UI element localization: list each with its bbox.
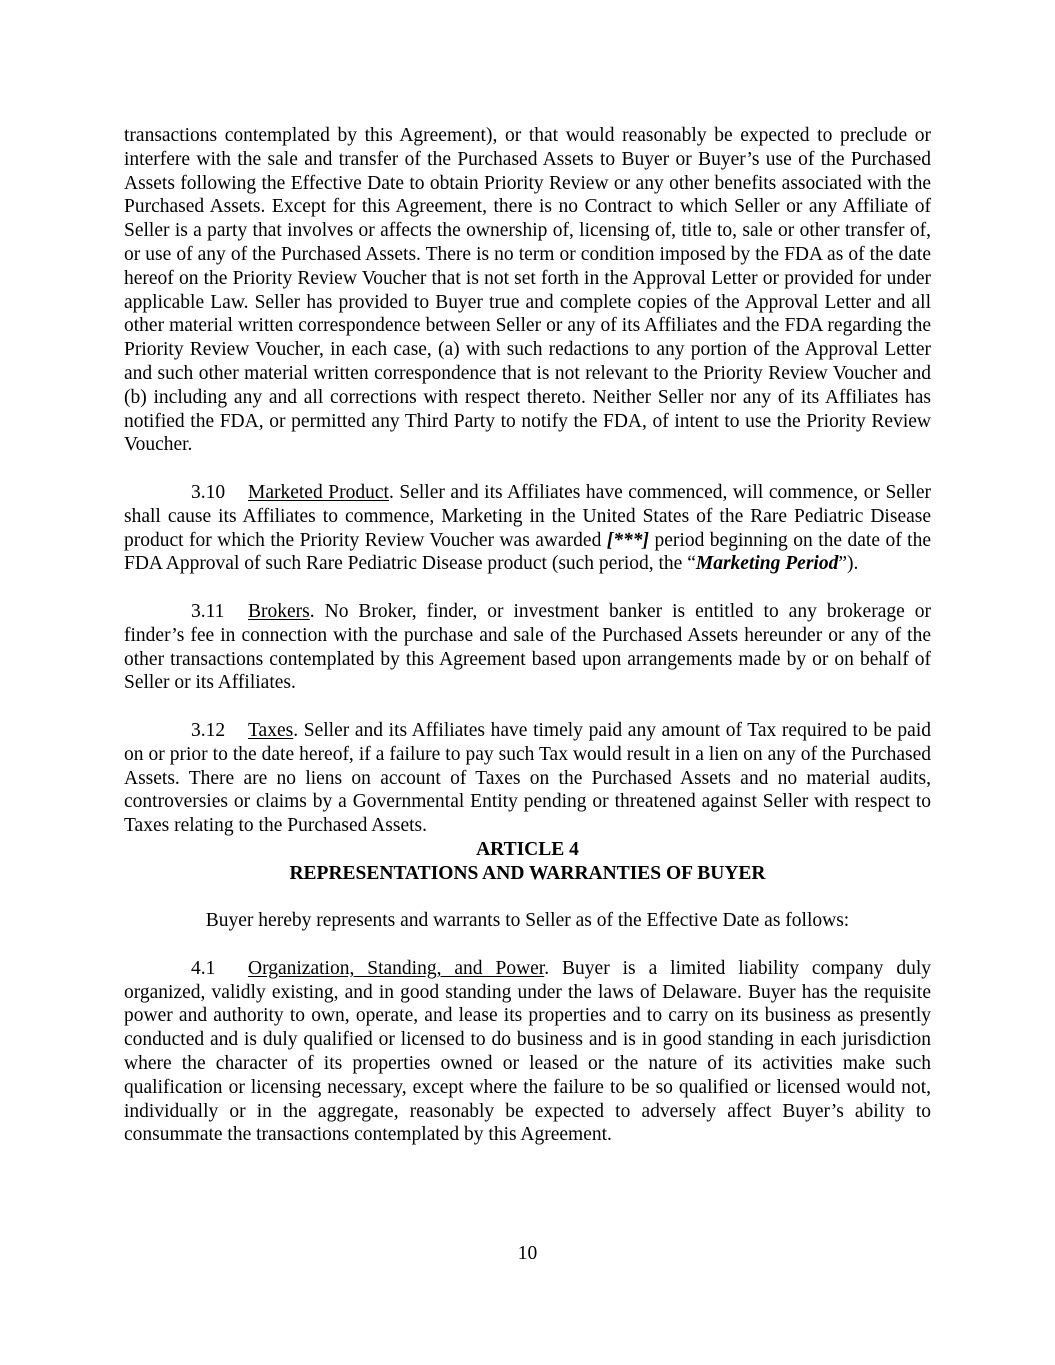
section-4-1: [124, 957, 931, 1147]
section-title: Taxes: [248, 719, 294, 741]
section-number: 3.11: [191, 600, 225, 622]
section-title: Organization, Standing, and Power: [248, 957, 545, 979]
section-title: Brokers: [248, 600, 310, 622]
section-number: 4.1: [191, 957, 216, 979]
section-number: 3.12: [191, 719, 226, 741]
article-label: ARTICLE 4: [476, 838, 579, 860]
section-text: . Buyer is a limited liability company duly organized, validly existing, and in good standing under the laws of Delaware. Buyer has the requisite power and authority to own, operate, and lease its properties and to carry on its business as presently conducted and is duly qualified or licensed to do business and is in good standing in each jurisdiction where the character of its properties owned or leased or the nature of its activities make such qualification or licensing necessary, except where the failure to be so qualified or licensed would not, individually or in the aggregate, reasonably be expected to adversely affect Buyer’s ability to consummate the transactions contemplated by this Agreement.: [124, 957, 931, 1146]
section-text: . Seller and its Affiliates have timely paid any amount of Tax required to be paid on or prior to the date hereof, if a failure to pay such Tax would result in a lien on any of the Purchased Assets. There are no liens on account of Taxes on the Purchased Assets and no material audits, controversies or claims by a Governmental Entity pending or threatened against Seller with respect to Taxes relating to the Purchased Assets.: [124, 719, 931, 837]
section-text: . No Broker, finder, or investment banker is entitled to any brokerage or finder’s fee in connection with the purchase and sale of the Purchased Assets hereunder or any of the other transactions contemplated by this Agreement based upon arrangements made by or on behalf of Seller or its Affiliates.: [124, 600, 931, 694]
redaction-marker: [***]: [606, 529, 650, 551]
article-title: REPRESENTATIONS AND WARRANTIES OF BUYER: [289, 862, 766, 884]
section-title: Marketed Product: [248, 481, 389, 503]
continuation-paragraph: transactions contemplated by this Agreement), or that would reasonably be expected to preclude or interfere with the sale and transfer of the Purchased Assets to Buyer or Buyer’s use of the Purchased Assets following the Effective Date to obtain Priority Review or any other benefits associated with the Purchased Assets. Except for this Agreement, there is no Contract to which Seller or any Affiliate of Seller is a party that involves or affects the ownership of, licensing of, title to, sale or other transfer of, or use of any of the Purchased Assets. There is no term or condition imposed by the FDA as of the date hereof on the Priority Review Voucher that is not set forth in the Approval Letter or provided for under applicable Law. Seller has provided to Buyer true and complete copies of the Approval Letter and all other material written correspondence between Seller or any of its Affiliates and the FDA regarding the Priority Review Voucher, in each case, (a) with such redactions to any portion of the Approval Letter and such other material written correspondence that is not relevant to the Priority Review Voucher and (b) including any and all corrections with respect thereto. Neither Seller nor any of its Affiliates has notified the FDA, or permitted any Third Party to notify the FDA, of intent to use the Priority Review Voucher.: [124, 125, 931, 456]
document-page: [124, 124, 931, 1147]
defined-term: Marketing Period: [695, 553, 839, 575]
section-number: 3.10: [191, 481, 226, 503]
section-text-continued: period beginning on the date of the FDA Approval of such Rare Pediatric Disease product (such period, the “: [124, 529, 931, 575]
section-3-11: [124, 600, 931, 695]
section-3-12: [124, 719, 931, 838]
section-text: . Seller and its Affiliates have commenced, will commence, or Seller shall cause its Affiliates to commence, Marketing in the United States of the Rare Pediatric Disease product for which the Priority Review Voucher was awarded: [124, 481, 931, 551]
section-text-end: ”).: [838, 553, 859, 575]
article-intro: Buyer hereby represents and warrants to Seller as of the Effective Date as follows:: [205, 910, 850, 932]
page-number: 10: [517, 1243, 538, 1264]
section-3-10: [124, 481, 931, 576]
